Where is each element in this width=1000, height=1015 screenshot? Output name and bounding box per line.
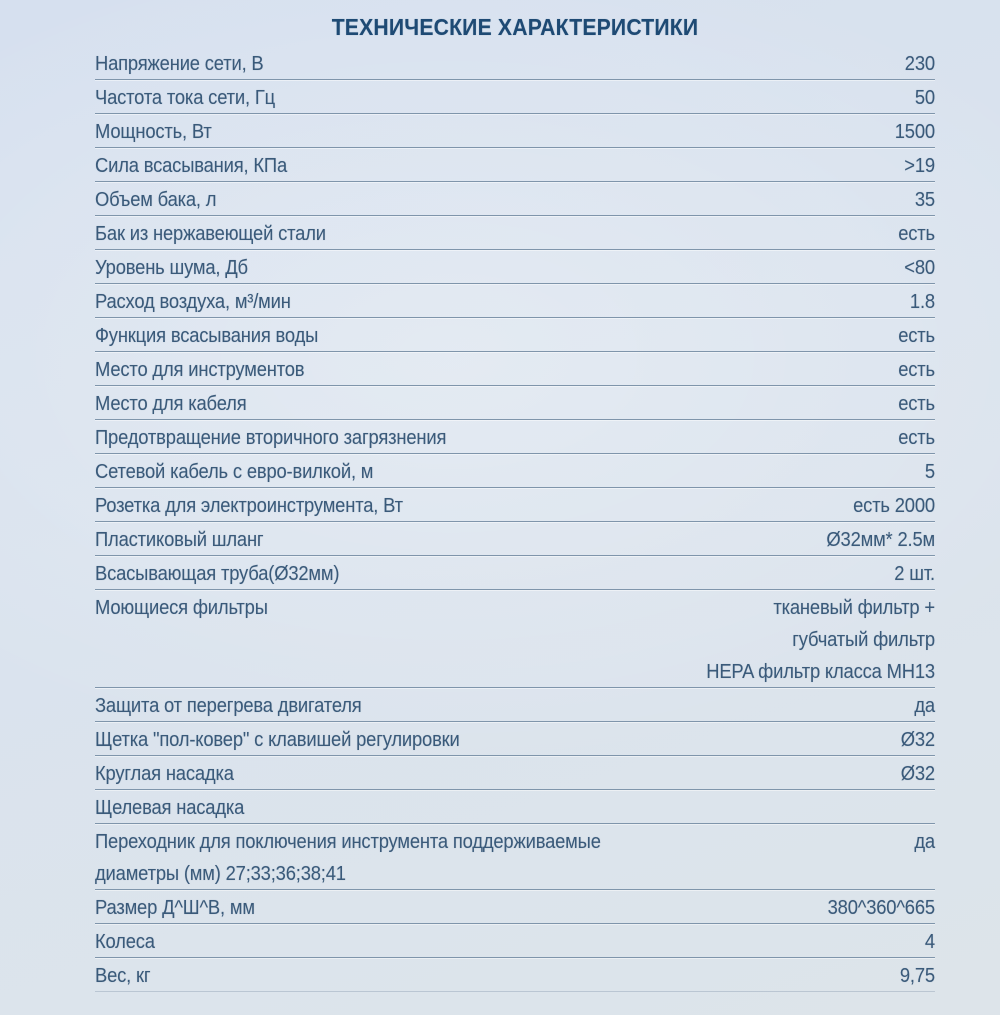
spec-value: 230 xyxy=(904,53,935,75)
spec-label: Место для инструментов xyxy=(95,359,305,381)
spec-value: 1500 xyxy=(894,121,935,143)
spec-value: да xyxy=(914,831,935,853)
spec-value: есть xyxy=(898,325,935,347)
spec-value: есть 2000 xyxy=(853,495,935,517)
spec-label: Функция всасывания воды xyxy=(95,325,319,347)
spec-label: Защита от перегрева двигателя xyxy=(95,695,362,717)
spec-label: Щелевая насадка xyxy=(95,797,245,819)
spec-value: Ø32мм* 2.5м xyxy=(826,529,935,551)
table-row xyxy=(95,522,935,556)
spec-label: Переходник для поключения инструмента поддерживаемые диаметры (мм) 27;33;36;38;41 xyxy=(95,831,601,885)
spec-value: Ø32 xyxy=(900,763,935,785)
table-row xyxy=(95,556,935,590)
table-row xyxy=(95,420,935,454)
table-row xyxy=(95,790,935,824)
spec-label: Всасывающая труба(Ø32мм) xyxy=(95,563,340,585)
table-row xyxy=(95,352,935,386)
table-row xyxy=(95,688,935,722)
spec-label: Сетевой кабель с евро-вилкой, м xyxy=(95,461,374,483)
spec-value: есть xyxy=(898,359,935,381)
table-row xyxy=(95,454,935,488)
table-row xyxy=(95,722,935,756)
spec-label: Предотвращение вторичного загрязнения xyxy=(95,427,447,449)
spec-label: Размер Д^Ш^В, мм xyxy=(95,897,255,919)
spec-label: Колеса xyxy=(95,931,155,953)
table-row xyxy=(95,756,935,790)
spec-value: 2 шт. xyxy=(894,563,935,585)
table-row xyxy=(95,148,935,182)
spec-value: тканевый фильтр + губчатый фильтр HEPA фильтр класса МН13 xyxy=(706,597,935,683)
spec-sheet-content xyxy=(95,14,935,992)
spec-label: Щетка "пол-ковер" с клавишей регулировки xyxy=(95,729,460,751)
table-row xyxy=(95,46,935,80)
spec-label: Сила всасывания, КПа xyxy=(95,155,288,177)
spec-value: есть xyxy=(898,223,935,245)
spec-label: Пластиковый шланг xyxy=(95,529,264,551)
spec-label: Вес, кг xyxy=(95,965,151,987)
table-row xyxy=(95,386,935,420)
table-row xyxy=(95,216,935,250)
spec-value: 4 xyxy=(924,931,935,953)
spec-value: >19 xyxy=(904,155,935,177)
table-row xyxy=(95,80,935,114)
table-row xyxy=(95,958,935,992)
table-row xyxy=(95,182,935,216)
spec-label: Розетка для электроинструмента, Вт xyxy=(95,495,403,517)
spec-label: Бак из нержавеющей стали xyxy=(95,223,326,245)
spec-label: Объем бака, л xyxy=(95,189,217,211)
spec-value: 9,75 xyxy=(899,965,935,987)
table-row xyxy=(95,824,935,890)
spec-value: да xyxy=(914,695,935,717)
spec-value: 5 xyxy=(924,461,935,483)
table-row xyxy=(95,924,935,958)
spec-label: Мощность, Вт xyxy=(95,121,212,143)
spec-value: есть xyxy=(898,393,935,415)
spec-label: Моющиеся фильтры xyxy=(95,597,268,619)
spec-table xyxy=(95,46,935,992)
spec-label: Напряжение сети, В xyxy=(95,53,264,75)
table-row xyxy=(95,114,935,148)
table-row xyxy=(95,890,935,924)
table-row xyxy=(95,488,935,522)
table-row xyxy=(95,250,935,284)
table-row xyxy=(95,318,935,352)
spec-label: Частота тока сети, Гц xyxy=(95,87,275,109)
spec-value: 35 xyxy=(914,189,935,211)
table-row xyxy=(95,284,935,318)
spec-value: Ø32 xyxy=(900,729,935,751)
spec-value: <80 xyxy=(904,257,935,279)
page-title: ТЕХНИЧЕСКИЕ ХАРАКТЕРИСТИКИ xyxy=(331,14,699,40)
spec-label: Расход воздуха, м³/мин xyxy=(95,291,291,313)
spec-value: 50 xyxy=(914,87,935,109)
spec-value: есть xyxy=(898,427,935,449)
table-row xyxy=(95,590,935,688)
spec-value: 380^360^665 xyxy=(827,897,935,919)
spec-label: Круглая насадка xyxy=(95,763,234,785)
spec-label: Уровень шума, Дб xyxy=(95,257,248,279)
spec-value: 1.8 xyxy=(909,291,935,313)
spec-label: Место для кабеля xyxy=(95,393,247,415)
